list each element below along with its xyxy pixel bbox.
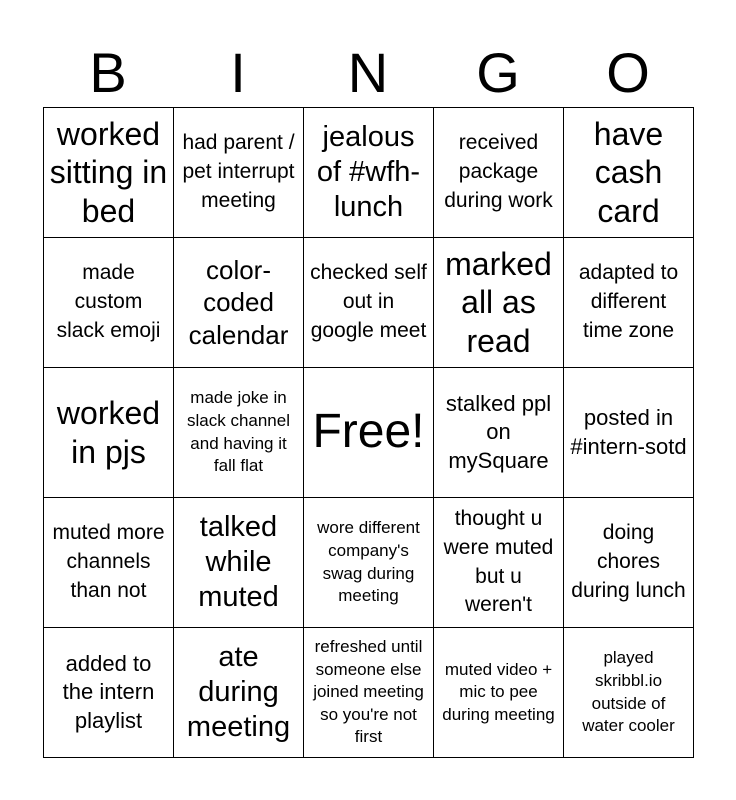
bingo-cell[interactable]	[564, 628, 694, 758]
bingo-cell[interactable]	[174, 628, 304, 758]
header-letter-g: G	[476, 41, 520, 104]
header-letter-b: B	[89, 41, 127, 104]
bingo-cell-text: jealous of #wfh-lunch	[316, 121, 421, 223]
bingo-cell[interactable]	[564, 368, 694, 498]
bingo-cell[interactable]	[174, 498, 304, 628]
bingo-cell-text: worked in pjs	[56, 395, 161, 470]
bingo-cell-text: have cash card	[593, 115, 664, 229]
bingo-cell[interactable]	[304, 108, 434, 238]
bingo-cell-text: ate during meeting	[186, 641, 291, 743]
bingo-cell[interactable]	[174, 368, 304, 498]
header-letter-o: O	[606, 41, 650, 104]
bingo-cell[interactable]	[434, 368, 564, 498]
bingo-cell[interactable]	[434, 238, 564, 368]
bingo-cell-text: muted video + mic to pee during meeting	[442, 659, 555, 724]
bingo-cell-text: played skribbl.io outside of water cooler	[582, 648, 675, 736]
bingo-cell[interactable]	[44, 628, 174, 758]
bingo-cell-text: worked sitting in bed	[49, 115, 168, 229]
bingo-cell-text: received package during work	[444, 131, 553, 212]
bingo-free-space[interactable]	[304, 368, 434, 498]
bingo-cell[interactable]	[434, 108, 564, 238]
bingo-cell-text: had parent / pet interrupt meeting	[182, 131, 295, 212]
bingo-card-grid	[43, 107, 694, 758]
bingo-cell-text: made custom slack emoji	[56, 261, 161, 342]
bingo-cell-text: marked all as read	[445, 245, 552, 359]
bingo-cell-text: talked while muted	[198, 511, 279, 613]
bingo-header	[43, 38, 693, 108]
bingo-cell[interactable]	[174, 108, 304, 238]
bingo-cell[interactable]	[304, 238, 434, 368]
bingo-cell-text: Free!	[312, 405, 425, 459]
bingo-cell[interactable]	[44, 498, 174, 628]
bingo-cell[interactable]	[304, 628, 434, 758]
header-letter-i: I	[230, 41, 246, 104]
header-letter-n: N	[347, 41, 389, 104]
bingo-cell[interactable]	[44, 238, 174, 368]
bingo-cell-text: thought u were muted but u weren't	[443, 506, 554, 617]
bingo-cell[interactable]	[44, 108, 174, 238]
bingo-cell[interactable]	[434, 498, 564, 628]
bingo-cell[interactable]	[174, 238, 304, 368]
bingo-cell-text: made joke in slack channel and having it fall flat	[186, 388, 290, 476]
bingo-cell-text: color-coded calendar	[188, 254, 289, 350]
bingo-cell-text: added to the intern playlist	[62, 650, 155, 733]
bingo-cell[interactable]	[434, 628, 564, 758]
bingo-cell-text: stalked ppl on mySquare	[445, 390, 552, 473]
bingo-cell-text: checked self out in google meet	[310, 261, 427, 342]
bingo-cell[interactable]	[304, 498, 434, 628]
bingo-cell[interactable]	[564, 498, 694, 628]
bingo-cell-text: adapted to different time zone	[578, 261, 679, 342]
bingo-cell[interactable]	[564, 108, 694, 238]
bingo-cell[interactable]	[564, 238, 694, 368]
bingo-cell-text: doing chores during lunch	[571, 521, 686, 602]
bingo-cell[interactable]	[44, 368, 174, 498]
bingo-cell-text: wore different company's swag during meeting	[317, 518, 420, 606]
bingo-cell-text: refreshed until someone else joined meeting so you're not first	[313, 636, 424, 747]
bingo-cell-text: muted more channels than not	[52, 521, 165, 602]
bingo-cell-text: posted in #intern-sotd	[570, 404, 687, 459]
